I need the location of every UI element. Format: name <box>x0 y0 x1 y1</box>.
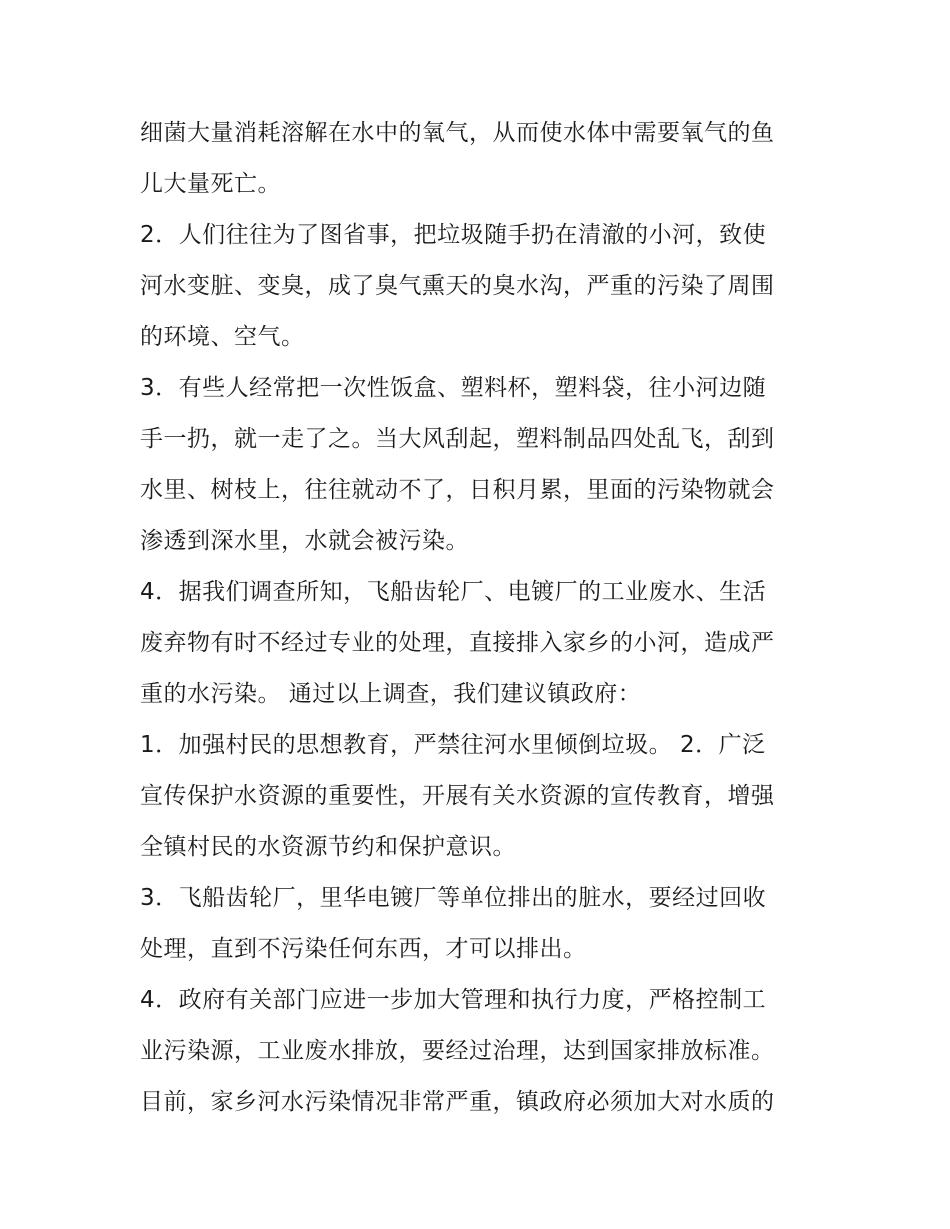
text-line: 目前，家乡河水污染情况非常严重，镇政府必须加大对水质的 <box>140 1089 775 1115</box>
text-line: 水里、树枝上，往往就动不了，日积月累，里面的污染物就会 <box>140 477 775 503</box>
text-line: 业污染源，工业废水排放，要经过治理，达到国家排放标准。 <box>140 1038 775 1064</box>
text-line: 细菌大量消耗溶解在水中的氧气，从而使水体中需要氧气的鱼 <box>140 120 775 146</box>
text-line: 儿大量死亡。 <box>140 171 281 197</box>
text-line: 河水变脏、变臭，成了臭气熏天的臭水沟，严重的污染了周围 <box>140 273 775 299</box>
text-line: 全镇村民的水资源节约和保护意识。 <box>140 834 516 860</box>
text-line: 4．政府有关部门应进一步加大管理和执行力度，严格控制工 <box>140 987 767 1013</box>
text-line: 的环境、空气。 <box>140 324 305 350</box>
text-line: 废弃物有时不经过专业的处理，直接排入家乡的小河，造成严 <box>140 630 775 656</box>
text-line: 3．飞船齿轮厂，里华电镀厂等单位排出的脏水，要经过回收 <box>140 885 767 911</box>
text-line: 处理，直到不污染任何东西，才可以排出。 <box>140 936 587 962</box>
body-text <box>140 108 820 1128</box>
text-line: 重的水污染。 通过以上调查，我们建议镇政府： <box>140 681 642 707</box>
text-line: 渗透到深水里，水就会被污染。 <box>140 528 469 554</box>
text-line: 1．加强村民的思想教育，严禁往河水里倾倒垃圾。 2．广泛 <box>140 732 766 758</box>
text-line: 宣传保护水资源的重要性，开展有关水资源的宣传教育，增强 <box>140 783 775 809</box>
text-line: 2．人们往往为了图省事，把垃圾随手扔在清澈的小河，致使 <box>140 222 767 248</box>
text-line: 4．据我们调查所知，飞船齿轮厂、电镀厂的工业废水、生活 <box>140 579 767 605</box>
text-line: 3．有些人经常把一次性饭盒、塑料杯，塑料袋，往小河边随 <box>140 375 767 401</box>
text-line: 手一扔，就一走了之。当大风刮起，塑料制品四处乱飞，刮到 <box>140 426 775 452</box>
